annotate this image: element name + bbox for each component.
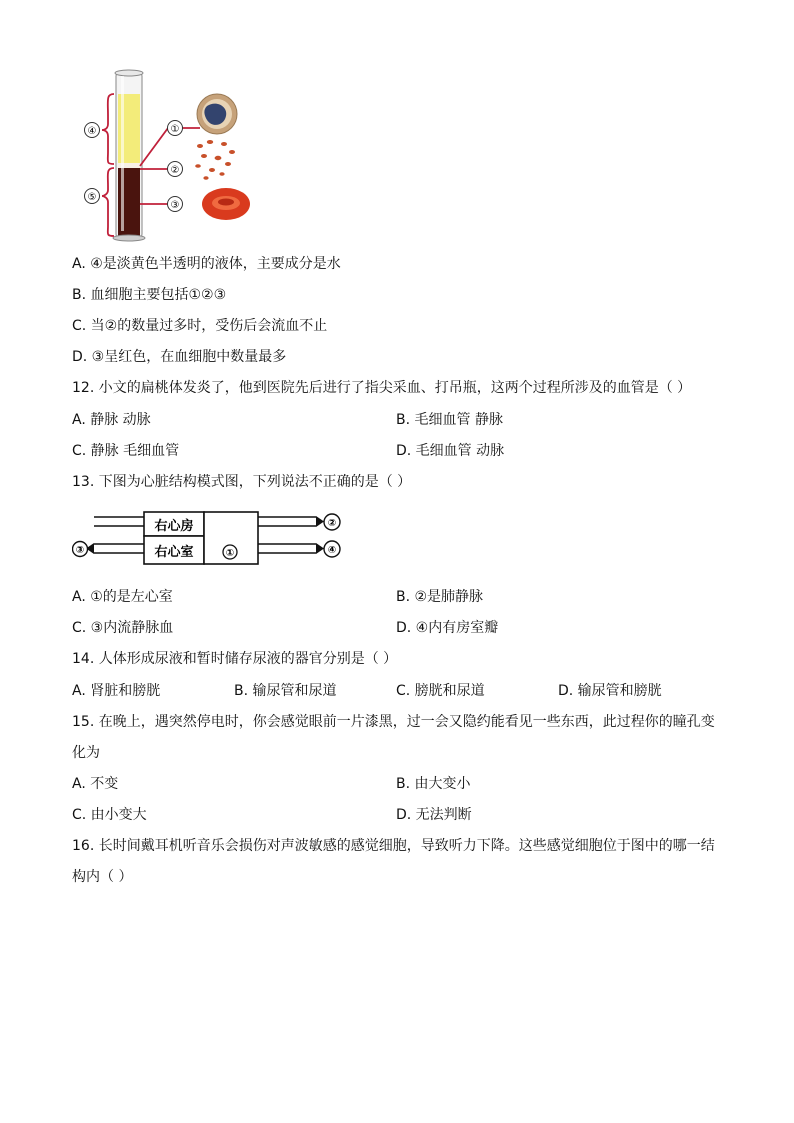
- label-3: ③: [170, 200, 180, 211]
- heart-mark-3: ③: [75, 545, 85, 556]
- q11-option-b: B. 血细胞主要包括①②③: [72, 287, 227, 303]
- q15-option-a: A. 不变: [72, 776, 119, 792]
- label-5: ⑤: [87, 192, 97, 203]
- q15-stem-line2: 化为: [72, 745, 100, 761]
- q13-option-c: C. ③内流静脉血: [72, 620, 174, 636]
- q12-option-d: D. 毛细血管 动脉: [396, 443, 505, 459]
- label-4: ④: [87, 126, 97, 137]
- q12-option-b: B. 毛细血管 静脉: [396, 412, 503, 428]
- q13-option-b: B. ②是肺静脉: [396, 589, 484, 605]
- q11-option-c: C. 当②的数量过多时，受伤后会流血不止: [72, 318, 328, 334]
- q13-option-d: D. ④内有房室瓣: [396, 620, 499, 636]
- label-2: ②: [170, 165, 180, 176]
- white-blood-cell-image: [197, 94, 237, 134]
- right-ventricle-label: 右心室: [154, 545, 194, 560]
- q15-stem-line1: 15. 在晚上，遇突然停电时，你会感觉眼前一片漆黑，过一会又隐约能看见一些东西，此过程你的瞳孔变: [72, 714, 715, 730]
- q16-stem-line1: 16. 长时间戴耳机听音乐会损伤对声波敏感的感觉细胞，导致听力下降。这些感觉细胞位于图中的哪一结: [72, 838, 715, 854]
- heart-mark-1: ①: [225, 548, 235, 559]
- q14-option-c: C. 膀胱和尿道: [396, 683, 485, 699]
- heart-structure-figure: [72, 504, 344, 576]
- q12-option-c: C. 静脉 毛细血管: [72, 443, 180, 459]
- label-1: ①: [170, 124, 180, 135]
- tube-shine: [121, 76, 124, 231]
- q14-option-a: A. 肾脏和膀胱: [72, 683, 161, 699]
- platelets-image: [195, 140, 235, 180]
- right-atrium-label: 右心房: [154, 519, 194, 534]
- heart-mark-2: ②: [327, 518, 337, 529]
- brace-cells: [102, 168, 114, 236]
- q13-stem: 13. 下图为心脏结构模式图，下列说法不正确的是（ ）: [72, 474, 412, 490]
- q11-option-a: A. ④是淡黄色半透明的液体，主要成分是水: [72, 256, 341, 272]
- q13-option-a: A. ①的是左心室: [72, 589, 173, 605]
- tube-rim: [115, 70, 143, 76]
- tube-base: [113, 235, 145, 241]
- q14-option-d: D. 输尿管和膀胱: [558, 683, 662, 699]
- q15-option-b: B. 由大变小: [396, 776, 471, 792]
- q12-option-a: A. 静脉 动脉: [72, 412, 151, 428]
- blood-test-tube-figure: [76, 66, 266, 246]
- brace-plasma: [102, 94, 114, 164]
- q14-option-b: B. 输尿管和尿道: [234, 683, 337, 699]
- q15-option-d: D. 无法判断: [396, 807, 472, 823]
- red-blood-cell-image: [202, 188, 250, 220]
- q12-stem: 12. 小文的扁桃体发炎了，他到医院先后进行了指尖采血、打吊瓶，这两个过程所涉及的血管是（ ）: [72, 380, 692, 396]
- q16-stem-line2: 构内（ ）: [72, 869, 133, 885]
- q14-stem: 14. 人体形成尿液和暂时储存尿液的器官分别是（ ）: [72, 651, 398, 667]
- q11-option-d: D. ③呈红色，在血细胞中数量最多: [72, 349, 287, 365]
- q15-option-c: C. 由小变大: [72, 807, 147, 823]
- heart-mark-4: ④: [327, 545, 337, 556]
